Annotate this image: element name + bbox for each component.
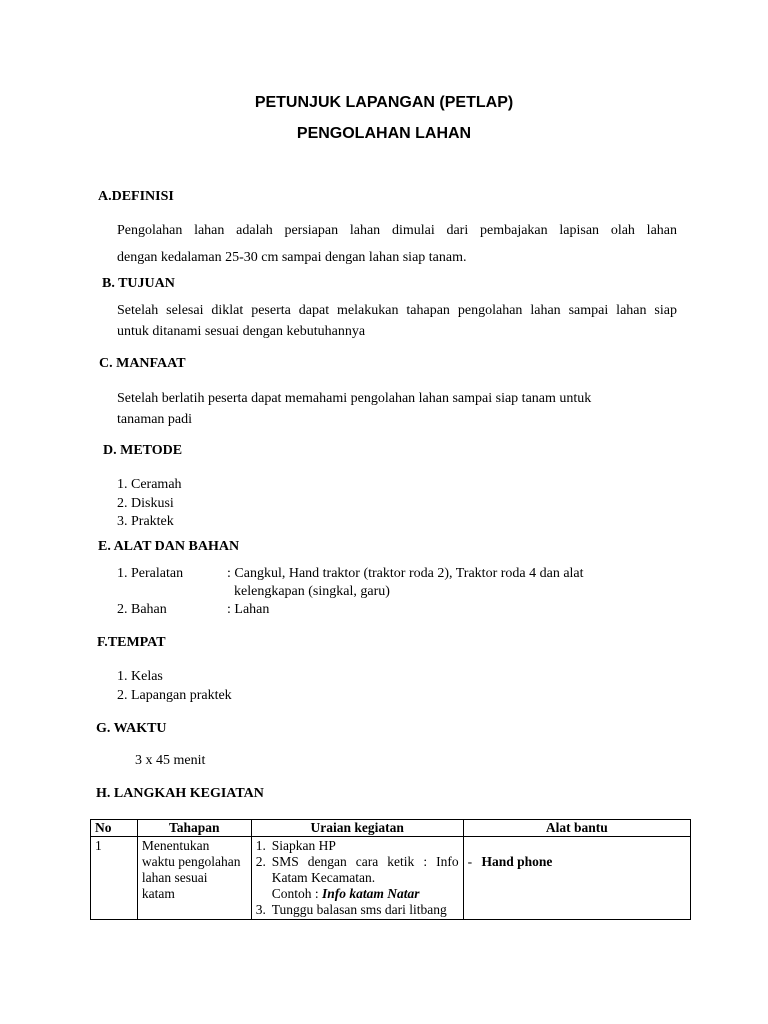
header-uraian: Uraian kegiatan [251, 820, 463, 837]
section-d-heading: D. METODE [103, 443, 183, 458]
section-c-text-line1: Setelah berlatih peserta dapat memahami pengolahan lahan sampai siap tanam untuk [117, 391, 592, 406]
tahapan-line: Menentukan [141, 838, 210, 853]
cell-alat-bantu [463, 837, 690, 920]
section-d-list [117, 476, 182, 532]
list-item [256, 838, 459, 854]
equipment-label: 1. Peralatan [117, 566, 184, 581]
item-number: 2. [255, 854, 266, 869]
section-f-heading: F.TEMPAT [97, 635, 166, 650]
tahapan-line: waktu pengolahan [141, 854, 241, 869]
item-text: Siapkan HP [271, 838, 336, 853]
material-value: : Lahan [227, 602, 270, 617]
section-c-heading: C. MANFAAT [99, 356, 186, 371]
section-f-list [117, 668, 232, 705]
header-no: No [91, 820, 138, 837]
dash-bullet: - [467, 854, 473, 869]
alat-bantu-text: Hand phone [481, 854, 553, 869]
section-b-text-line1: Setelah selesai diklat peserta dapat melakukan tahapan pengolahan lahan sampai lahan siap [117, 303, 677, 318]
section-b-heading: B. TUJUAN [102, 276, 175, 291]
section-e-heading: E. ALAT DAN BAHAN [98, 539, 240, 554]
section-h-heading: H. LANGKAH KEGIATAN [96, 786, 264, 801]
header-alat-bantu: Alat bantu [463, 820, 690, 837]
table-row [91, 837, 691, 920]
list-item: 2. Lapangan praktek [117, 687, 232, 703]
cell-no: 1 [91, 837, 138, 920]
list-item: 2. Diskusi [117, 495, 174, 511]
table-header-row [91, 820, 691, 837]
item-text-line1: SMS dengan cara ketik : Info [271, 854, 459, 869]
section-a-text-line2: dengan kedalaman 25-30 cm sampai dengan lahan siap tanam. [117, 250, 467, 265]
section-g-text: 3 x 45 menit [135, 753, 206, 768]
tahapan-line: katam [141, 886, 175, 901]
section-g-heading: G. WAKTU [96, 721, 167, 736]
item-number: 1. [255, 838, 266, 853]
item-text-line2: Katam Kecamatan. [271, 870, 376, 885]
section-a-heading: A.DEFINISI [98, 189, 174, 204]
section-b-text-line2: untuk ditanami sesuai dengan kebutuhannya [117, 324, 366, 339]
item-text: Tunggu balasan sms dari litbang [271, 902, 447, 917]
list-item: 1. Kelas [117, 669, 163, 684]
document-title: PETUNJUK LAPANGAN (PETLAP) [254, 94, 514, 111]
header-tahapan: Tahapan [137, 820, 251, 837]
cell-uraian [251, 837, 463, 920]
cell-tahapan [137, 837, 251, 920]
item-number: 3. [255, 902, 266, 917]
uraian-list [256, 838, 459, 918]
list-item: 3. Praktek [117, 514, 174, 529]
item-text-line3 [272, 886, 459, 902]
document-subtitle: PENGOLAHAN LAHAN [296, 125, 472, 142]
equipment-value-line2: kelengkapan (singkal, garu) [234, 584, 390, 599]
activity-table [90, 819, 691, 920]
list-item [256, 902, 459, 918]
list-item [256, 854, 459, 902]
section-c-text-line2: tanaman padi [117, 412, 193, 427]
material-label: 2. Bahan [117, 602, 167, 617]
example-text: Info katam Natar [321, 886, 420, 901]
example-prefix: Contoh : [271, 886, 322, 901]
list-item: 1. Ceramah [117, 477, 182, 492]
section-a-text-line1: Pengolahan lahan adalah persiapan lahan dimulai dari pembajakan lapisan olah lahan [117, 223, 677, 238]
alat-bantu-item [468, 838, 686, 870]
tahapan-line: lahan sesuai [141, 870, 208, 885]
equipment-value-line1: : Cangkul, Hand traktor (traktor roda 2), Traktor roda 4 dan alat [227, 566, 584, 581]
